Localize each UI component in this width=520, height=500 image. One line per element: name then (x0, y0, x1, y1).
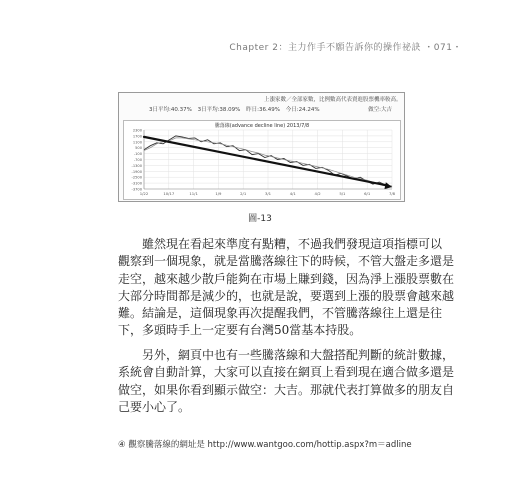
x-tick-label: 5/1 (339, 191, 346, 196)
running-header: Chapter 2：主力作手不願告訴你的操作祕訣 ・071・ (229, 43, 462, 53)
stats-title: 上漲家數／全部家數，比例數高代表賣進股票機率較高。 (264, 97, 402, 103)
stats-panel (119, 95, 404, 117)
paragraph-line: 走空，越來越少散戶能夠在市場上賺到錢，因為淨上漲股票數在 (118, 271, 455, 286)
y-tick-label: -3100 (131, 181, 142, 186)
paragraph-line: 難。結論是，這個現象再次提醒我們，不管騰落線往上還是往 (118, 306, 443, 321)
chart-title: 騰落線(advance decline line) 2013/7/8 (214, 123, 310, 129)
paragraph-line: 雖然現在看起來準度有點糟，不過我們發現這項指標可以 (142, 237, 443, 251)
x-tick-label: 10/17 (163, 191, 175, 196)
stats-row: 3日平均:40.37% 3日平均:38.09% 昨日:36.49% 今日:24.24% (149, 107, 320, 113)
paragraph-line: 觀察到一個現象，就是當騰落線往下的時候，不管大盤走多還是 (118, 254, 455, 269)
y-tick-label: -2500 (131, 175, 142, 180)
stance-label: 做空:大吉 (368, 107, 392, 113)
chart-frame (123, 120, 401, 200)
paragraph-1 (118, 236, 455, 340)
y-tick-label: -1900 (131, 169, 142, 174)
paragraph-line: 己要小心了。 (118, 399, 191, 414)
footnote: ④ 觀察騰落線的網址是 http://www.wantgoo.com/hottip.aspx?m＝adline (118, 440, 412, 450)
x-tick-label: 3/1 (264, 191, 272, 196)
trend-arrow-shaft (144, 137, 388, 186)
figure-screenshot (118, 92, 405, 202)
x-tick-label: 4/2 (314, 191, 321, 196)
paragraph-line: 做空，如果你看到顯示做空：大吉。那就代表打算做多的朋友自 (118, 382, 455, 397)
paragraph-line: 另外，網頁中也有一些騰落線和大盤搭配判斷的統計數據， (142, 348, 455, 362)
y-tick-label: -700 (133, 158, 142, 162)
y-tick-label: -100 (133, 152, 142, 157)
x-tick-label: 11/1 (189, 191, 198, 196)
y-tick-label: 2300 (132, 128, 142, 133)
y-tick-label: 1100 (132, 140, 142, 145)
x-tick-label: 2/1 (240, 191, 247, 196)
y-tick-label: 500 (135, 146, 142, 151)
y-tick-label: -1300 (131, 163, 142, 168)
y-tick-label: 1700 (132, 134, 142, 139)
paragraph-line: 系統會自動計算，大家可以直接在網頁上看到現在適合做多還是 (118, 365, 455, 380)
x-tick-label: 1/22 (139, 191, 149, 196)
x-tick-label: 7/8 (388, 191, 396, 196)
paragraph-line: 下，多頭時手上一定要有台灣50當基本持股。 (118, 323, 362, 338)
x-tick-label: 4/1 (289, 191, 296, 196)
x-tick-label: 1/9 (215, 191, 222, 196)
x-tick-label: 6/1 (364, 191, 371, 196)
figure-caption: 圖-13 (248, 214, 272, 224)
paragraph-2 (118, 347, 455, 416)
advance-decline-chart (124, 121, 400, 199)
paragraph-line: 大部分時間都是減少的，也就是說，要選到上漲的股票會越來越 (118, 288, 455, 303)
y-tick-label: -3700 (131, 187, 142, 192)
